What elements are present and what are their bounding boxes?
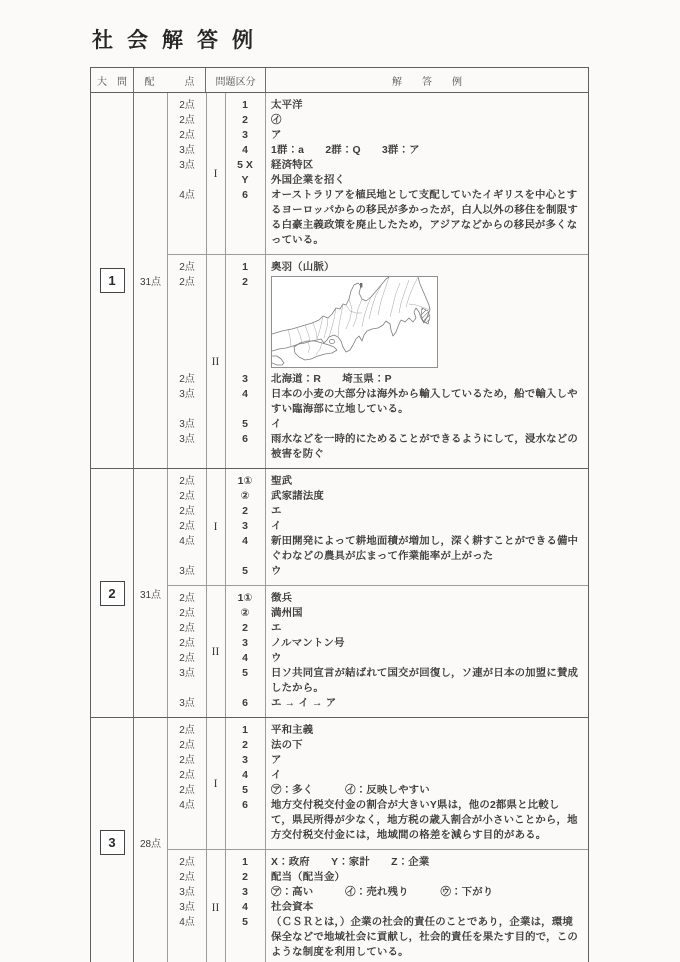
section-2 (91, 468, 588, 717)
answer-cell: イ (271, 770, 282, 781)
points-cell: 2点 (179, 491, 195, 502)
table-row (168, 783, 588, 798)
answer-cell: エ (271, 506, 282, 517)
question-number-cell: 3 (242, 886, 248, 898)
answer-cell: 配当（配当金） (271, 872, 346, 883)
points-cell: 3点 (179, 419, 195, 430)
answer-cell: ㋑ (271, 115, 282, 126)
question-number-cell: 4 (242, 535, 248, 547)
question-number-cell: 6 (242, 799, 248, 811)
group-roman-label: I (213, 777, 218, 790)
points-cell: 3点 (179, 434, 195, 445)
answer-cell: ㋐：多く ㋑：反映しやすい (271, 785, 430, 796)
answer-cell: ㋐：高い ㋑：売れ残り ㋒：下がり (271, 887, 494, 898)
table-row (168, 696, 588, 711)
section-number-cell (91, 469, 134, 717)
question-number-cell: 5 (242, 667, 248, 679)
table-row (168, 188, 588, 248)
points-cell: 3点 (179, 698, 195, 709)
table-row (168, 128, 588, 143)
table-row (168, 768, 588, 783)
table-row (168, 606, 588, 621)
table-row (168, 753, 588, 768)
question-number-cell: 1 (242, 261, 248, 273)
table-row-with-map (168, 275, 588, 372)
points-cell: 2点 (179, 476, 195, 487)
points-cell: 2点 (179, 770, 195, 781)
answer-cell: 外国企業を招く (271, 175, 346, 186)
answer-cell: 平和主義 (271, 725, 314, 736)
group-roman-label: II (211, 902, 220, 914)
japan-map-figure (271, 276, 438, 368)
answer-cell: ノルマントン号 (271, 638, 345, 649)
header-kaito: 解 答 例 (392, 76, 462, 88)
question-number-cell: 2 (242, 505, 248, 517)
points-cell: 4点 (179, 917, 195, 928)
table-row (168, 432, 588, 462)
table-row (168, 504, 588, 519)
points-cell: 2点 (179, 755, 195, 766)
section-number-cell (91, 718, 134, 962)
answer-cell: 徴兵 (271, 593, 293, 604)
answer-cell: ア (271, 755, 282, 766)
answer-cell: 奥羽（山脈） (271, 262, 335, 273)
answer-cell: 法の下 (271, 740, 303, 751)
question-number-cell: 6 (242, 433, 248, 445)
header-kubun: 問題区分 (206, 68, 266, 92)
table-row (168, 870, 588, 885)
sado-island-mark (360, 283, 362, 288)
answer-cell: オーストラリアを植民地として支配していたイギリスを中心とするヨーロッパからの移民が多かったが，白人以外の移住を制限する白豪主義政策を廃止したため，アジアなどからの移民が多くなっている。 (271, 190, 578, 246)
question-number-cell: 4 (242, 769, 248, 781)
section-number-box: 3 (100, 830, 125, 855)
question-number-cell: 3 (242, 129, 248, 141)
question-number-cell: 1① (237, 475, 253, 487)
points-cell: 2点 (179, 262, 195, 273)
table-row (168, 855, 588, 870)
points-cell: 3点 (179, 668, 195, 679)
question-number-cell: 4 (242, 388, 248, 400)
table-row (168, 900, 588, 915)
points-cell: 2点 (179, 100, 195, 111)
table-row (168, 143, 588, 158)
question-number-cell: 1 (242, 724, 248, 736)
question-number-cell: 4 (242, 901, 248, 913)
group-1-II (168, 254, 588, 468)
table-row (168, 621, 588, 636)
question-number-cell: 5 (242, 784, 248, 796)
points-cell: 2点 (179, 277, 195, 288)
answer-cell: 北海道：R 埼玉県：P (271, 374, 392, 385)
question-number-cell: 1 (242, 856, 248, 868)
table-header-row (91, 68, 588, 93)
table-row (168, 260, 588, 275)
points-cell: 3点 (179, 389, 195, 400)
table-row (168, 519, 588, 534)
question-number-cell: 3 (242, 754, 248, 766)
question-number-cell: ② (240, 607, 250, 619)
table-row (168, 651, 588, 666)
answer-cell: 聖武 (271, 476, 293, 487)
answer-cell: 地方交付税交付金の割合が大きいY県は，他の2都県と比較して，県民所得が少なく，地方税の歳入割合が小さいことから，地方交付税交付金には，地域間の格差を減らす目的がある。 (271, 800, 578, 841)
answer-cell: X：政府 Y：家計 Z：企業 (271, 857, 430, 868)
table-row (168, 489, 588, 504)
answer-cell: エ → イ → ア (271, 698, 337, 709)
points-cell: 2点 (179, 593, 195, 604)
section-number-box: 2 (100, 581, 125, 606)
section-total-points: 28点 (134, 718, 168, 962)
answer-cell: 経済特区 (271, 160, 314, 171)
points-cell: 3点 (179, 887, 195, 898)
answer-cell: 武家諸法度 (271, 491, 324, 502)
group-2-II (168, 585, 588, 717)
section-3 (91, 717, 588, 962)
table-row (168, 666, 588, 696)
answer-cell: 日ソ共同宣言が結ばれて国交が回復し，ソ連が日本の加盟に賛成したから。 (271, 668, 579, 694)
question-number-cell: 3 (242, 520, 248, 532)
table-row (168, 534, 588, 564)
table-row (168, 564, 588, 579)
question-number-cell: 1① (237, 592, 253, 604)
group-roman-label: II (211, 355, 220, 368)
group-roman-label: I (213, 167, 218, 180)
table-row (168, 885, 588, 900)
group-3-I (168, 718, 588, 849)
page-title: 社会解答例 (92, 29, 267, 52)
points-cell: 2点 (179, 506, 195, 517)
answer-cell-map (265, 275, 588, 372)
question-number-cell: 3 (242, 373, 248, 385)
question-number-cell: 5 (242, 565, 248, 577)
group-roman-label: I (213, 521, 218, 533)
section-1 (91, 93, 588, 468)
table-row (168, 798, 588, 843)
question-number-cell: 4 (242, 652, 248, 664)
points-cell: 2点 (179, 608, 195, 619)
answer-cell: （ＣＳＲとは，）企業の社会的責任のことであり，企業は，環境保全などで地域社会に貢献し，社会的責任を果たす目的で，このような制度を利用している。 (271, 917, 578, 958)
table-row (168, 474, 588, 489)
question-number-cell: 2 (242, 871, 248, 883)
points-cell: 2点 (179, 623, 195, 634)
points-cell: 3点 (179, 160, 195, 171)
answer-cell: 雨水などを一時的にためることができるようにして，浸水などの被害を防ぐ (271, 434, 578, 460)
answer-cell: エ (271, 623, 282, 634)
table-row (168, 723, 588, 738)
points-cell: 2点 (179, 374, 195, 385)
points-cell: 2点 (179, 740, 195, 751)
section-number-box: 1 (100, 268, 125, 293)
table-row (168, 158, 588, 173)
table-row (168, 173, 588, 188)
points-cell: 3点 (179, 566, 195, 577)
answer-cell: ウ (271, 566, 282, 577)
points-cell: 4点 (179, 536, 195, 547)
table-row (168, 387, 588, 417)
section-number-cell (91, 93, 134, 468)
header-daimon: 大 問 (91, 68, 134, 92)
table-row (168, 591, 588, 606)
hatched-boso-area (421, 308, 430, 324)
answer-key-table (90, 67, 589, 962)
question-number-cell: 2 (242, 622, 248, 634)
question-number-cell: ② (240, 490, 250, 502)
points-cell: 3点 (179, 902, 195, 913)
answer-cell: ア (271, 130, 282, 141)
group-roman-label: II (211, 645, 220, 658)
question-number-cell: 2 (242, 114, 248, 126)
question-number-cell: Y (241, 174, 249, 186)
points-cell: 3点 (179, 145, 195, 156)
table-row (168, 113, 588, 128)
question-number-cell: 4 (242, 144, 248, 156)
section-total-points: 31点 (134, 93, 168, 468)
table-row (168, 417, 588, 432)
points-cell: 2点 (179, 115, 195, 126)
points-cell: 2点 (179, 785, 195, 796)
answer-cell: 太平洋 (271, 100, 303, 111)
answer-cell: イ (271, 419, 282, 430)
points-cell: 2点 (179, 521, 195, 532)
table-row (168, 915, 588, 960)
table-row (168, 98, 588, 113)
points-cell: 4点 (179, 800, 195, 811)
question-number-cell: 6 (242, 697, 248, 709)
group-3-II (168, 849, 588, 962)
question-number-cell: 3 (242, 637, 248, 649)
question-number-cell: 2 (242, 276, 248, 288)
points-cell: 4点 (179, 190, 195, 201)
header-haiten: 配 点 (134, 68, 206, 92)
points-cell: 2点 (179, 130, 195, 141)
table-row (168, 738, 588, 753)
answer-cell: 満州国 (271, 608, 303, 619)
answer-cell: 社会資本 (271, 902, 314, 913)
points-cell: 2点 (179, 872, 195, 883)
group-1-I (168, 93, 588, 254)
question-number-cell: 2 (242, 739, 248, 751)
section-total-points: 31点 (134, 469, 168, 717)
points-cell: 2点 (179, 725, 195, 736)
points-cell: 2点 (179, 638, 195, 649)
question-number-cell: 1 (242, 99, 248, 111)
question-number-cell: 5 (242, 916, 248, 928)
answer-cell: 1群：a 2群：Q 3群：ア (271, 145, 420, 156)
points-cell: 2点 (179, 857, 195, 868)
question-number-cell: 6 (242, 189, 248, 201)
question-number-cell: 5 X (237, 159, 253, 171)
answer-cell: ウ (271, 653, 282, 664)
table-row (168, 636, 588, 651)
answer-cell: イ (271, 521, 282, 532)
table-row (168, 372, 588, 387)
group-2-I (168, 469, 588, 585)
answer-cell: 新田開発によって耕地面積が増加し，深く耕すことができる備中ぐわなどの農具が広まって作業能率が上がった (271, 536, 579, 562)
question-number-cell: 5 (242, 418, 248, 430)
answer-cell: 日本の小麦の大部分は海外から輸入しているため，船で輸入しやすい臨海部に立地している。 (271, 389, 578, 415)
points-cell: 2点 (179, 653, 195, 664)
